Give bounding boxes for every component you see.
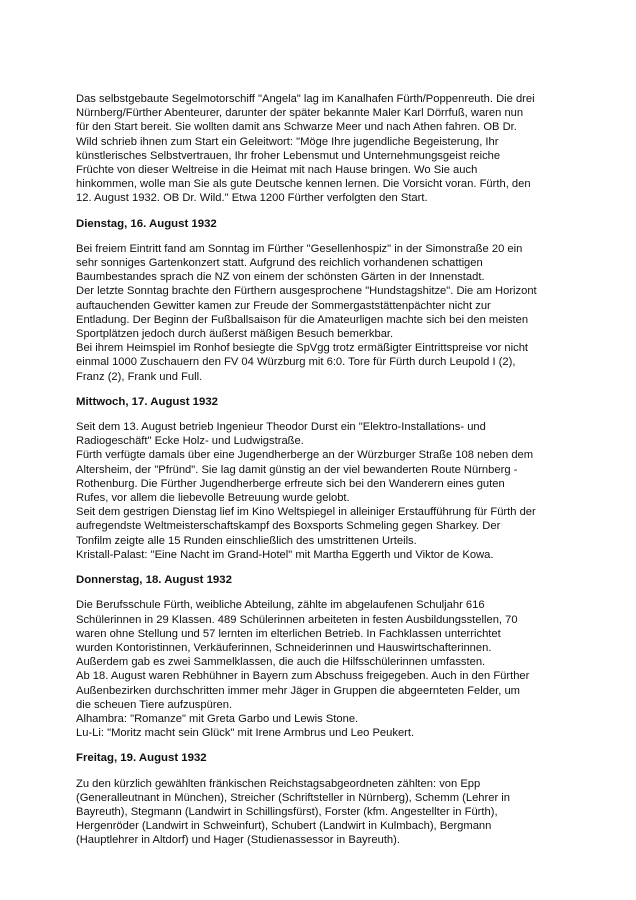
text-line: Wild schrieb ihnen zum Start ein Geleitwort: "Möge Ihre jugendliche Begeisterung, Ihr bbox=[76, 135, 499, 148]
text-line: auftauchenden Gewitter kamen zur Freude der Sommergaststättenpächter nicht zur bbox=[76, 299, 491, 312]
text-line: Kristall-Palast: "Eine Nacht im Grand-Hotel" mit Martha Eggerth und Viktor de Kowa. bbox=[76, 548, 494, 561]
text-line: Franz (2), Frank und Full. bbox=[76, 370, 203, 383]
section-paragraph-tuesday bbox=[76, 242, 566, 384]
text-line: Rothenburg. Die Fürther Jugendherberge erfreute sich bei den Wanderern eines guten bbox=[76, 477, 505, 490]
text-line: Altersheim, der "Pfründ". Sie lag damit günstig an der viel bewanderten Route Nürnberg - bbox=[76, 463, 518, 476]
text-line: Schülerinnen in 29 Klassen. 489 Schülerinnen arbeiteten in festen Ausbildungsstellen, 70 bbox=[76, 613, 518, 626]
text-line: Sportplätzen jedoch durch äußerst mäßigen Besuch bemerkbar. bbox=[76, 328, 394, 341]
document-page bbox=[76, 92, 566, 848]
section-paragraph-friday bbox=[76, 777, 566, 848]
text-line: Bei ihrem Heimspiel im Ronhof besiegte die SpVgg trotz ermäßigter Eintrittspreise vor nicht bbox=[76, 342, 529, 355]
date-heading-friday: Freitag, 19. August 1932 bbox=[76, 752, 207, 765]
text-line: einmal 1000 Zuschauern den FV 04 Würzburg mit 6:0. Tore für Fürth durch Leupold I (2), bbox=[76, 356, 516, 369]
intro-paragraph bbox=[76, 92, 566, 206]
text-line: Bayreuth), Stegmann (Landwirt in Schillingsfürst), Forster (kfm. Angestellter in Fürth), bbox=[76, 805, 498, 818]
text-line: Tonfilm zeigte alle 15 Runden einschließlich des umstrittenen Urteils. bbox=[76, 534, 417, 547]
text-line: künstlerisches Selbstvertrauen, Ihr froher Lebensmut und Unternehmungsgeist reiche bbox=[76, 149, 501, 162]
section-paragraph-wednesday bbox=[76, 420, 566, 562]
text-line: wurden Kontoristinnen, Verkäuferinnen, Schneiderinnen und Hauswirtschafterinnen. bbox=[76, 641, 492, 654]
text-line: Seit dem gestrigen Dienstag lief im Kino Weltspiegel in alleiniger Erstaufführung für Fürth der bbox=[76, 506, 536, 519]
date-heading-tuesday: Dienstag, 16. August 1932 bbox=[76, 217, 217, 230]
text-line: Nürnberg/Fürther Abenteurer, darunter der später bekannte Maler Karl Dörrfuß, waren nun bbox=[76, 107, 524, 120]
text-line: sehr sonniges Gartenkonzert statt. Aufgrund des reichlich vorhandenen schattigen bbox=[76, 257, 483, 270]
text-line: (Hauptlehrer in Altdorf) und Hager (Studienassessor in Bayreuth). bbox=[76, 834, 400, 847]
text-line: Fürth verfügte damals über eine Jugendherberge an der Würzburger Straße 108 neben dem bbox=[76, 449, 534, 462]
text-line: Zu den kürzlich gewählten fränkischen Reichstagsabgeordneten zählten: von Epp bbox=[76, 777, 481, 790]
text-line: für den Start bereit. Sie wollten damit ans Schwarze Meer und nach Athen fahren. OB Dr. bbox=[76, 121, 517, 134]
text-line: (Generalleutnant in München), Streicher (Schriftsteller in Nürnberg), Schemm (Lehrer in bbox=[76, 791, 511, 804]
text-line: Der letzte Sonntag brachte den Fürthern ausgesprochene "Hundstagshitze". Die am Horizont bbox=[76, 285, 537, 298]
text-line: die scheuen Tiere aufzuspüren. bbox=[76, 698, 233, 711]
text-line: Entladung. Der Beginn der Fußballsaison für die Amateurligen machte sich bei den meisten bbox=[76, 313, 529, 326]
text-line: Seit dem 13. August betrieb Ingenieur Theodor Durst ein "Elektro-Installations- und bbox=[76, 421, 486, 434]
text-line: Lu-Li: "Moritz macht sein Glück" mit Irene Armbrus und Leo Peukert. bbox=[76, 727, 415, 740]
text-line: Die Berufsschule Fürth, weibliche Abteilung, zählte im abgelaufenen Schuljahr 616 bbox=[76, 599, 485, 612]
date-heading-wednesday: Mittwoch, 17. August 1932 bbox=[76, 395, 218, 408]
text-line: Bei freiem Eintritt fand am Sonntag im Fürther "Gesellenhospiz" in der Simonstraße 20 ein bbox=[76, 242, 523, 255]
text-line: waren ohne Stellung und 57 lernten im elterlichen Betrieb. In Fachklassen unterrichtet bbox=[76, 627, 501, 640]
section-paragraph-thursday bbox=[76, 598, 566, 740]
text-line: Alhambra: "Romanze" mit Greta Garbo und Lewis Stone. bbox=[76, 712, 359, 725]
text-line: Ab 18. August waren Rebhühner in Bayern zum Abschuss freigegeben. Auch in den Fürther bbox=[76, 670, 530, 683]
date-heading-thursday: Donnerstag, 18. August 1932 bbox=[76, 574, 232, 587]
text-line: Außenbezirken durchschritten immer mehr Jäger in Gruppen die abgeernteten Felder, um bbox=[76, 684, 520, 697]
text-line: Hergenröder (Landwirt in Schweinfurt), Schubert (Landwirt in Kulmbach), Bergmann bbox=[76, 820, 492, 833]
text-line: Das selbstgebaute Segelmotorschiff "Angela" lag im Kanalhafen Fürth/Poppenreuth. Die drei bbox=[76, 93, 535, 105]
text-line: hinkommen, wolle man Sie als gute Deutsche kennen lernen. Die Vorsicht voran. Fürth, den bbox=[76, 178, 531, 191]
text-line: Früchte von dieser Weltreise in die Heimat mit nach Hause bringen. Wo Sie auch bbox=[76, 164, 478, 177]
text-line: Rufes, vor allem die liebevolle Betreuung wurde gelobt. bbox=[76, 492, 350, 505]
text-line: 12. August 1932. OB Dr. Wild." Etwa 1200 Fürther verfolgten den Start. bbox=[76, 192, 428, 205]
text-line: Baumbestandes sprach die NZ von einem der schönsten Gärten in der Innenstadt. bbox=[76, 271, 485, 284]
text-line: aufregendste Weltmeisterschaftskampf des Boxsports Schmeling gegen Sharkey. Der bbox=[76, 520, 501, 533]
text-line: Radiogeschäft" Ecke Holz- und Ludwigstraße. bbox=[76, 435, 304, 448]
text-line: Außerdem gab es zwei Sammelklassen, die auch die Hilfsschülerinnen umfassten. bbox=[76, 656, 486, 669]
